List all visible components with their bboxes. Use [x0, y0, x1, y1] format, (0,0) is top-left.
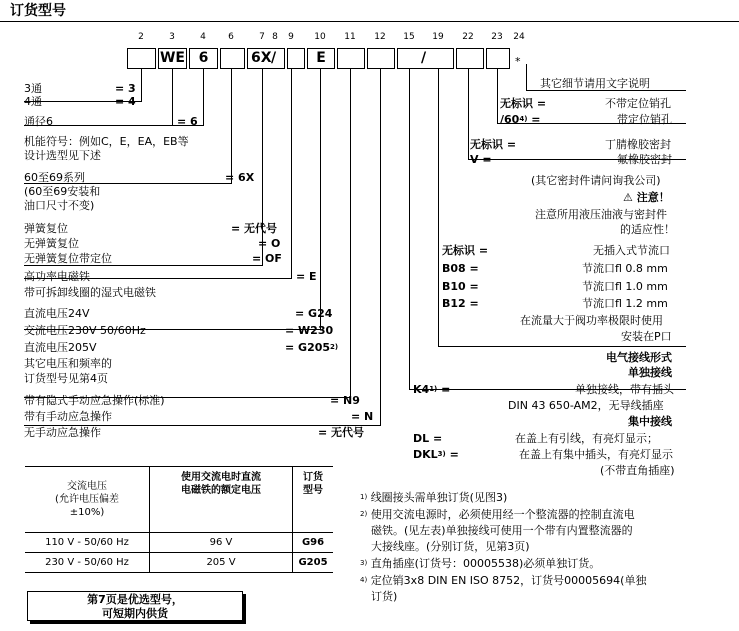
code-box-2 [127, 48, 156, 69]
option-code: = 6X [225, 171, 255, 184]
footnote-text: 磁铁。(见左表)单独接线可使用一个带有内置整流器的 [371, 524, 633, 537]
option-label: 带定位销孔 [617, 113, 672, 126]
connector-line [262, 69, 263, 265]
option-label: 设计选型见下述 [24, 149, 101, 162]
option-code [413, 448, 459, 461]
code-slash-2: / [421, 50, 427, 66]
footnote-ref: 1) [429, 385, 438, 393]
option-code-text: K4 [413, 383, 430, 396]
option-label: 无弹簧复位带定位 [24, 252, 112, 265]
position-label: 6 [228, 32, 234, 42]
position-label: 24 [513, 32, 525, 42]
note-line: 第7页是优选型号， [87, 593, 183, 606]
position-label: 19 [432, 32, 444, 42]
header-line: 订货 [303, 472, 323, 483]
option-code: = N9 [330, 394, 360, 407]
warning-line [623, 191, 670, 204]
page-title: 订货型号 [10, 3, 66, 19]
option-label: 油口尺寸不变) [24, 199, 95, 212]
footnote-ref: 3) [437, 450, 446, 458]
position-label: 11 [344, 32, 356, 42]
option-code-eq: = [531, 113, 541, 126]
option-label: 订货型号见第4页 [24, 372, 108, 385]
option-label: 氟橡胶密封 [617, 153, 672, 166]
option-label: 节流口fl 1.2 mm [582, 297, 668, 310]
code-box-4: 6 [189, 48, 218, 69]
footnote-text: 大接线座。(分别订货，见第3页) [371, 540, 530, 553]
table-cell: G205 [293, 553, 334, 573]
option-label: 直流电压24V [24, 307, 90, 320]
code-box-9 [287, 48, 305, 69]
preferred-types-note [27, 591, 243, 621]
position-label: 7 [259, 32, 265, 42]
option-code: = 4 [115, 95, 136, 108]
option-code [285, 341, 338, 354]
header-line: 使用交流电时直流 [181, 472, 261, 483]
option-code: B10 = [442, 280, 479, 293]
footnote-text: 直角插座(订货号：00005538)必须单独订货。 [370, 557, 601, 570]
connector-line [409, 69, 410, 389]
option-label: 4通 [24, 95, 42, 108]
footnote-text: 订货) [371, 590, 398, 603]
option-label: (不带直角插座) [600, 464, 675, 477]
option-label: 在盖上有集中插头，有亮灯显示 [519, 448, 673, 461]
connector-line [172, 69, 173, 125]
position-label: 9 [288, 32, 294, 42]
option-label: 安装在P口 [621, 330, 672, 343]
option-label: 无插入式节流口 [593, 244, 670, 257]
header-line: 交流电压 [67, 481, 107, 492]
connector-line [141, 69, 142, 101]
connector-line [497, 69, 498, 123]
title-divider [0, 21, 739, 22]
option-code: = 3 [115, 82, 136, 95]
code-box-23 [486, 48, 510, 69]
option-code: = O [258, 237, 281, 250]
option-label: 其它电压和频率的 [24, 357, 112, 370]
option-label: 无弹簧复位 [24, 237, 79, 250]
option-code-eq: = [449, 448, 459, 461]
code-box-3: WE [158, 48, 187, 69]
option-code: DL = [413, 432, 443, 445]
connector-line [231, 69, 232, 183]
table-cell: 230 V - 50/60 Hz [25, 553, 150, 573]
option-code: B08 = [442, 262, 479, 275]
table-cell: 96 V [150, 533, 293, 553]
header-line: 型号 [303, 485, 323, 496]
connector-line [203, 69, 204, 125]
option-label: 弹簧复位 [24, 222, 68, 235]
table-cell: 110 V - 50/60 Hz [25, 533, 150, 553]
section-heading: 单独接线 [628, 366, 672, 379]
option-label: DIN 43 650-AM2，无导线插座 [508, 399, 664, 412]
option-code: = OF [252, 252, 282, 265]
table-header [25, 467, 150, 533]
option-label: 直流电压205V [24, 341, 97, 354]
code-box-12 [367, 48, 395, 69]
footnote-text: 线圈接头需单独订货(见图3) [370, 491, 508, 504]
option-code: = 6 [177, 115, 198, 128]
option-label: 高功率电磁铁 [24, 270, 90, 283]
code-box-11 [337, 48, 365, 69]
option-code: = G24 [295, 307, 333, 320]
option-code-text: /60 [500, 113, 520, 126]
option-label: 机能符号：例如C，E，EA，EB等 [24, 135, 189, 148]
table-cell: G96 [293, 533, 334, 553]
connector-line [291, 69, 292, 278]
option-label: 带有隐式手动应急操作(标准) [24, 394, 165, 407]
footnote-1: $^{1)}$ 线圈接头需单独订货(见图3) [360, 491, 508, 504]
code-box-10: E [307, 48, 335, 69]
option-label: (60至69安装和 [24, 185, 101, 198]
option-code: = 无代号 [318, 426, 365, 439]
position-label: 22 [462, 32, 474, 42]
option-label: 带有手动应急操作 [24, 410, 112, 423]
option-label: 注意所用液压油液与密封件 [535, 208, 667, 221]
code-box-6 [220, 48, 245, 69]
position-label: 10 [314, 32, 326, 42]
option-code: V = [470, 153, 492, 166]
footnote-2: $^{2)}$ 使用交流电源时，必须使用经一个整流器的控制直流电 [360, 508, 635, 521]
connector-line [320, 69, 321, 329]
option-label: 交流电压230V 50/60Hz [24, 324, 146, 337]
code-asterisk: * [515, 55, 521, 68]
table-header [293, 467, 334, 533]
warning-label: 注意！ [636, 191, 670, 204]
option-code: = 无代号 [231, 222, 278, 235]
option-label: (其它密封件请问询我公司) [531, 174, 661, 187]
option-label: 节流口fl 0.8 mm [582, 262, 668, 275]
option-label: 通径6 [24, 115, 53, 128]
option-code-text: = G205 [285, 341, 331, 354]
position-label: 8 [272, 32, 278, 42]
option-label: 无手动应急操作 [24, 426, 101, 439]
table-header-row [25, 467, 333, 533]
footnote-text: 使用交流电源时，必须使用经一个整流器的控制直流电 [370, 508, 635, 521]
connector-line [350, 69, 351, 397]
header-line: 电磁铁的额定电压 [181, 485, 261, 496]
table-header [150, 467, 293, 533]
code-box-7: 6X [247, 48, 285, 69]
option-code: = N [351, 410, 374, 423]
position-label: 4 [200, 32, 206, 42]
option-code: 无标识 = [500, 97, 547, 110]
option-label: 其它细节请用文字说明 [540, 77, 650, 90]
warning-icon: ⚠ [623, 191, 633, 204]
footnote-3: $^{3)}$ 直角插座(订货号：00005538)必须单独订货。 [360, 557, 601, 570]
code-slash: / [271, 50, 277, 66]
option-label: 带可拆卸线圈的湿式电磁铁 [24, 286, 156, 299]
option-code [500, 113, 540, 126]
position-label: 23 [491, 32, 503, 42]
option-code: B12 = [442, 297, 479, 310]
position-label: 2 [138, 32, 144, 42]
connector-line [468, 69, 469, 159]
table-row [25, 553, 333, 573]
option-code: = W230 [285, 324, 334, 337]
leader-line [438, 346, 686, 347]
option-code: 无标识 = [442, 244, 489, 257]
option-label: 不带定位销孔 [605, 97, 671, 110]
connector-line [380, 69, 381, 425]
option-code: 无标识 = [470, 138, 517, 151]
footnote-4: $^{4)}$ 定位销3x8 DIN EN ISO 8752，订货号00005694(单独 [360, 574, 647, 587]
option-code [413, 383, 450, 396]
code-box-22 [456, 48, 484, 69]
section-heading: 电气接线形式 [606, 351, 672, 364]
option-label: 在流量大于阀功率极限时使用 [520, 314, 663, 327]
footnote-text: 定位销3x8 DIN EN ISO 8752，订货号00005694(单独 [370, 574, 647, 587]
footnote-ref: 4) [519, 115, 528, 123]
option-code-text: DKL [413, 448, 438, 461]
option-label: 丁腈橡胶密封 [605, 138, 671, 151]
position-label: 15 [403, 32, 415, 42]
connector-line [438, 69, 439, 346]
option-label: 单独接线，带有插头 [575, 383, 674, 396]
position-label: 12 [374, 32, 386, 42]
note-line: 可短期内供货 [102, 607, 168, 620]
option-code-eq: = [441, 383, 451, 396]
option-label: 在盖上有引线，有亮灯显示； [515, 432, 658, 445]
connector-line [526, 64, 527, 90]
option-label: 的适应性！ [620, 223, 675, 236]
table-cell: 205 V [150, 553, 293, 573]
header-line: ±10%) [69, 507, 105, 518]
leader-line [526, 90, 686, 91]
leader-line [24, 265, 263, 266]
option-label: 3通 [24, 82, 42, 95]
table-row [25, 533, 333, 553]
option-label: 节流口fl 1.0 mm [582, 280, 668, 293]
footnote-ref: 2) [330, 343, 339, 351]
section-heading: 集中接线 [628, 415, 672, 428]
option-label: 60至69系列 [24, 171, 85, 184]
voltage-table [25, 466, 333, 573]
position-label: 3 [169, 32, 175, 42]
header-line: (允许电压偏差 [55, 494, 119, 505]
option-code: = E [296, 270, 317, 283]
